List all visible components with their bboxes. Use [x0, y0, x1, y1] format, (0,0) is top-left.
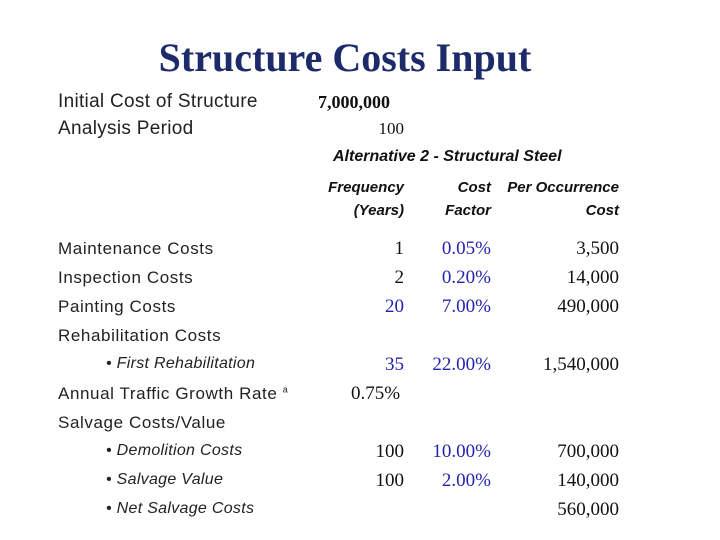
traffic-footnote-mark: a — [282, 384, 289, 395]
first-rehabilitation-frequency: 35 — [385, 354, 404, 375]
salvage-value-factor: 2.00% — [441, 470, 491, 491]
painting-label: Painting Costs — [58, 297, 177, 316]
first-rehabilitation-factor: 22.00% — [432, 354, 491, 375]
traffic-growth-value: 0.75% — [351, 383, 401, 404]
traffic-growth-label — [58, 384, 288, 404]
initial-cost-value: 7,000,000 — [318, 92, 390, 112]
inspection-frequency: 2 — [394, 267, 404, 288]
inspection-factor: 0.20% — [441, 267, 491, 288]
maintenance-cost: 3,500 — [576, 238, 619, 259]
demolition-cost: 700,000 — [557, 441, 619, 462]
salvage-value-label: • Salvage Value — [106, 471, 224, 488]
first-rehabilitation-label: • First Rehabilitation — [106, 355, 256, 372]
initial-cost-label: Initial Cost of Structure — [58, 91, 258, 112]
header-years: (Years) — [353, 202, 404, 219]
header-factor: Factor — [445, 202, 491, 219]
page-title: Structure Costs Input — [158, 35, 532, 80]
salvage-label: Salvage Costs/Value — [58, 413, 226, 432]
painting-frequency: 20 — [385, 296, 404, 317]
header-frequency: Frequency — [328, 179, 404, 196]
painting-factor: 7.00% — [441, 296, 491, 317]
alternative-heading: Alternative 2 - Structural Steel — [333, 148, 562, 165]
maintenance-frequency: 1 — [394, 238, 404, 259]
header-occurrence-cost: Cost — [585, 202, 619, 219]
salvage-value-cost: 140,000 — [557, 470, 619, 491]
inspection-cost: 14,000 — [566, 267, 619, 288]
analysis-period-value: 100 — [378, 119, 404, 138]
header-cost: Cost — [457, 179, 491, 196]
net-salvage-label: • Net Salvage Costs — [106, 500, 255, 517]
rehabilitation-label: Rehabilitation Costs — [58, 326, 222, 345]
demolition-factor: 10.00% — [432, 441, 491, 462]
traffic-growth-text: Annual Traffic Growth Rate — [58, 384, 278, 403]
inspection-label: Inspection Costs — [58, 268, 194, 287]
header-per-occurrence: Per Occurrence — [507, 179, 619, 196]
demolition-label: • Demolition Costs — [106, 442, 243, 459]
salvage-value-frequency: 100 — [375, 470, 404, 491]
painting-cost: 490,000 — [557, 296, 619, 317]
demolition-frequency: 100 — [375, 441, 404, 462]
first-rehabilitation-cost: 1,540,000 — [543, 354, 619, 375]
maintenance-factor: 0.05% — [441, 238, 491, 259]
net-salvage-cost: 560,000 — [557, 499, 619, 520]
maintenance-label: Maintenance Costs — [58, 239, 214, 258]
analysis-period-label: Analysis Period — [58, 118, 194, 139]
